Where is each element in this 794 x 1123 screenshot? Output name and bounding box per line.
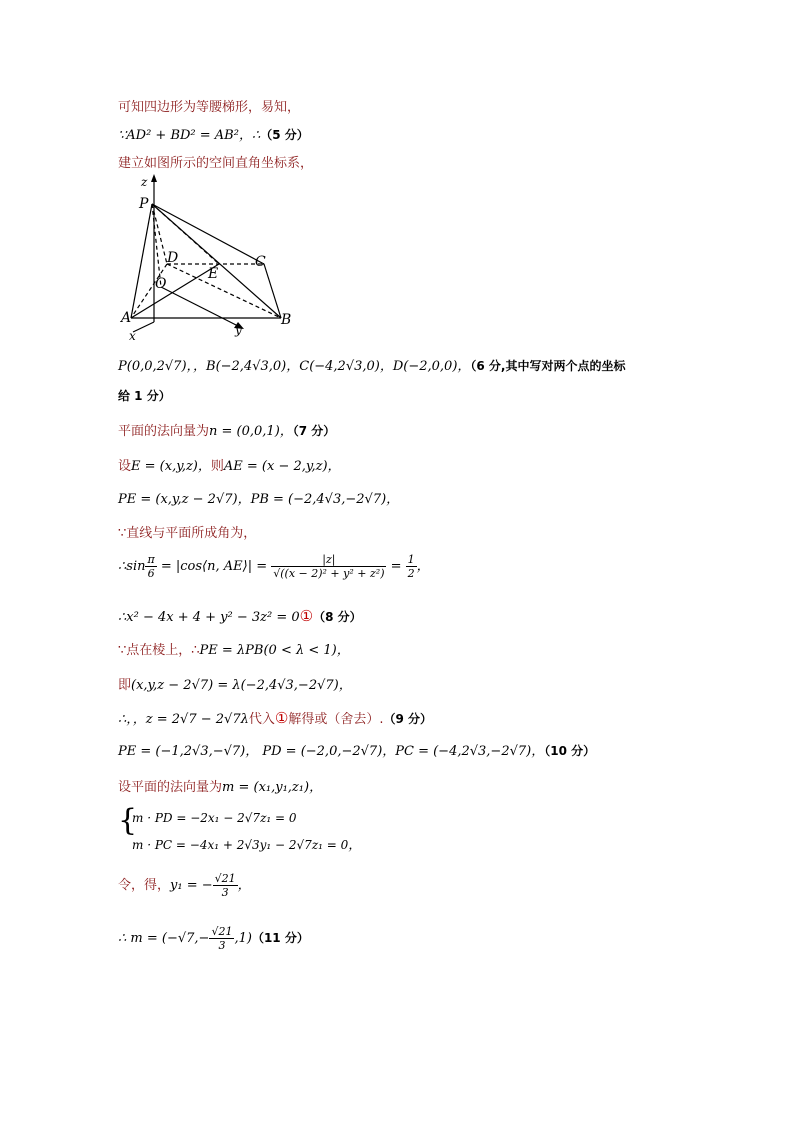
line10-eq: = — [386, 559, 406, 574]
line11-score: （8 分） — [313, 610, 362, 624]
line14-math: z = 2√7 − 2√7λ — [145, 712, 249, 727]
line6-text: 平面的法向量为 — [118, 424, 210, 439]
text-line-18 — [118, 872, 251, 899]
line9-text: ∵直线与平面所成角为， — [118, 526, 257, 541]
pyramid-figure — [115, 172, 305, 342]
text-line-13 — [118, 674, 352, 693]
label-P: P — [139, 196, 149, 212]
line12-text: ∵点在棱上，∴ — [118, 643, 200, 658]
text-line-5 — [118, 387, 171, 404]
line8-math: PE = (x,y,z − 2√7)，PB = (−2,4√3,−2√7)， — [118, 492, 400, 507]
text-line-16 — [118, 776, 322, 795]
label-D: D — [167, 250, 179, 266]
line10-pre: ∴sin — [118, 559, 146, 574]
line7-text1: 设 — [118, 459, 132, 474]
line1-text: 可知四边形为等腰梯形，易知， — [118, 100, 301, 115]
line18-text: 令，得， — [118, 878, 171, 893]
label-A: A — [121, 310, 132, 326]
text-line-4 — [118, 355, 626, 374]
line7-math1: E = (x,y,z)， — [131, 459, 211, 474]
text-line-1 — [118, 96, 300, 115]
fraction-sqrt21-3-b: $\frac{√21}{3}$ — [211, 925, 233, 952]
fraction-sqrt21-3: $\frac{√21}{3}$ — [214, 872, 236, 899]
line18-end: ， — [237, 878, 251, 893]
line15-score: （10 分） — [544, 744, 596, 758]
line17-end: ， — [348, 838, 362, 853]
text-line-14 — [118, 708, 432, 727]
label-y: y — [235, 323, 242, 337]
label-O: O — [155, 276, 167, 292]
line4-math: P(0,0,2√7)，，B(−2,4√3,0)，C(−4,2√3,0)，D(−2,0,0)， — [118, 359, 471, 374]
system-brace: { — [118, 803, 138, 838]
line14-text2: 解得或（舍去）. — [288, 712, 384, 727]
line5-score: 给 1 分） — [118, 389, 171, 403]
fraction-abs-z: $\frac{|z|}{\text{√((x − 2)² + y² + z²)}}$ — [273, 553, 385, 580]
text-line-2 — [118, 124, 309, 143]
text-line-7 — [118, 455, 341, 474]
text-line-8 — [118, 488, 399, 507]
line12-math: PE = λPB(0 < λ < 1)， — [199, 643, 350, 658]
line19-score: （11 分） — [251, 931, 309, 945]
line2-math: ∵AD² + BD² = AB²，∴ — [118, 128, 261, 143]
text-line-10 — [118, 553, 430, 580]
text-line-11 — [118, 607, 362, 625]
line16-math: m = (x₁,y₁,z₁)， — [222, 780, 323, 795]
label-z: z — [141, 175, 148, 189]
line14-pre: ∴，， — [118, 712, 146, 727]
line11-math: ∴x² − 4x + 4 + y² − 3z² = 0 — [118, 610, 300, 625]
line6-math: n = (0,0,1)， — [209, 424, 293, 439]
text-line-12 — [118, 639, 350, 658]
line15-math: PE = (−1,2√3,−√7)， PD = (−2,0,−2√7)，PC = (−4,2√3,−2√7)， — [118, 744, 545, 759]
line16-text: 设平面的法向量为 — [118, 780, 223, 795]
circled-one-marker-2: ① — [274, 709, 289, 727]
label-x: x — [129, 329, 136, 342]
line6-score: （7 分） — [292, 424, 336, 438]
label-C: C — [255, 254, 266, 270]
text-line-17a — [132, 811, 297, 825]
line18-math: y₁ = − — [170, 878, 213, 893]
text-line-19 — [118, 925, 309, 952]
fraction-half: $\frac{1}{2}$ — [407, 553, 415, 580]
line7-math2: AE = (x − 2,y,z)， — [223, 459, 341, 474]
label-B: B — [281, 312, 292, 328]
text-line-17b — [132, 834, 361, 853]
circled-one-marker: ① — [299, 607, 314, 625]
line14-score: （9 分） — [383, 712, 432, 726]
line19-post: ,1) — [234, 931, 252, 946]
line2-score: （5 分） — [260, 128, 309, 142]
line14-text1: 代入 — [248, 712, 275, 727]
line4-score: （6 分,其中写对两个点的坐标 — [470, 359, 626, 373]
line10-end: ， — [416, 559, 430, 574]
line10-mid: = |cos⟨n, AE⟩| = — [156, 559, 272, 574]
label-E: E — [208, 266, 219, 282]
line17b-math: m · PC = −4x₁ + 2√3y₁ − 2√7z₁ = 0 — [132, 838, 349, 852]
text-line-9 — [118, 522, 256, 541]
line13-text: 即 — [118, 678, 132, 693]
text-line-3 — [118, 152, 313, 171]
text-line-15 — [118, 740, 595, 759]
line7-text2: 则 — [210, 459, 224, 474]
line17a-math: m · PD = −2x₁ − 2√7z₁ = 0 — [132, 811, 297, 825]
fraction-pi-6: $\frac{\pi}{6}$ — [147, 553, 155, 580]
line19-pre: ∴ m = (−√7,− — [118, 931, 210, 946]
line13-math: (x,y,z − 2√7) = λ(−2,4√3,−2√7)， — [131, 678, 352, 693]
text-line-6 — [118, 420, 335, 439]
line3-text: 建立如图所示的空间直角坐标系， — [118, 156, 314, 171]
